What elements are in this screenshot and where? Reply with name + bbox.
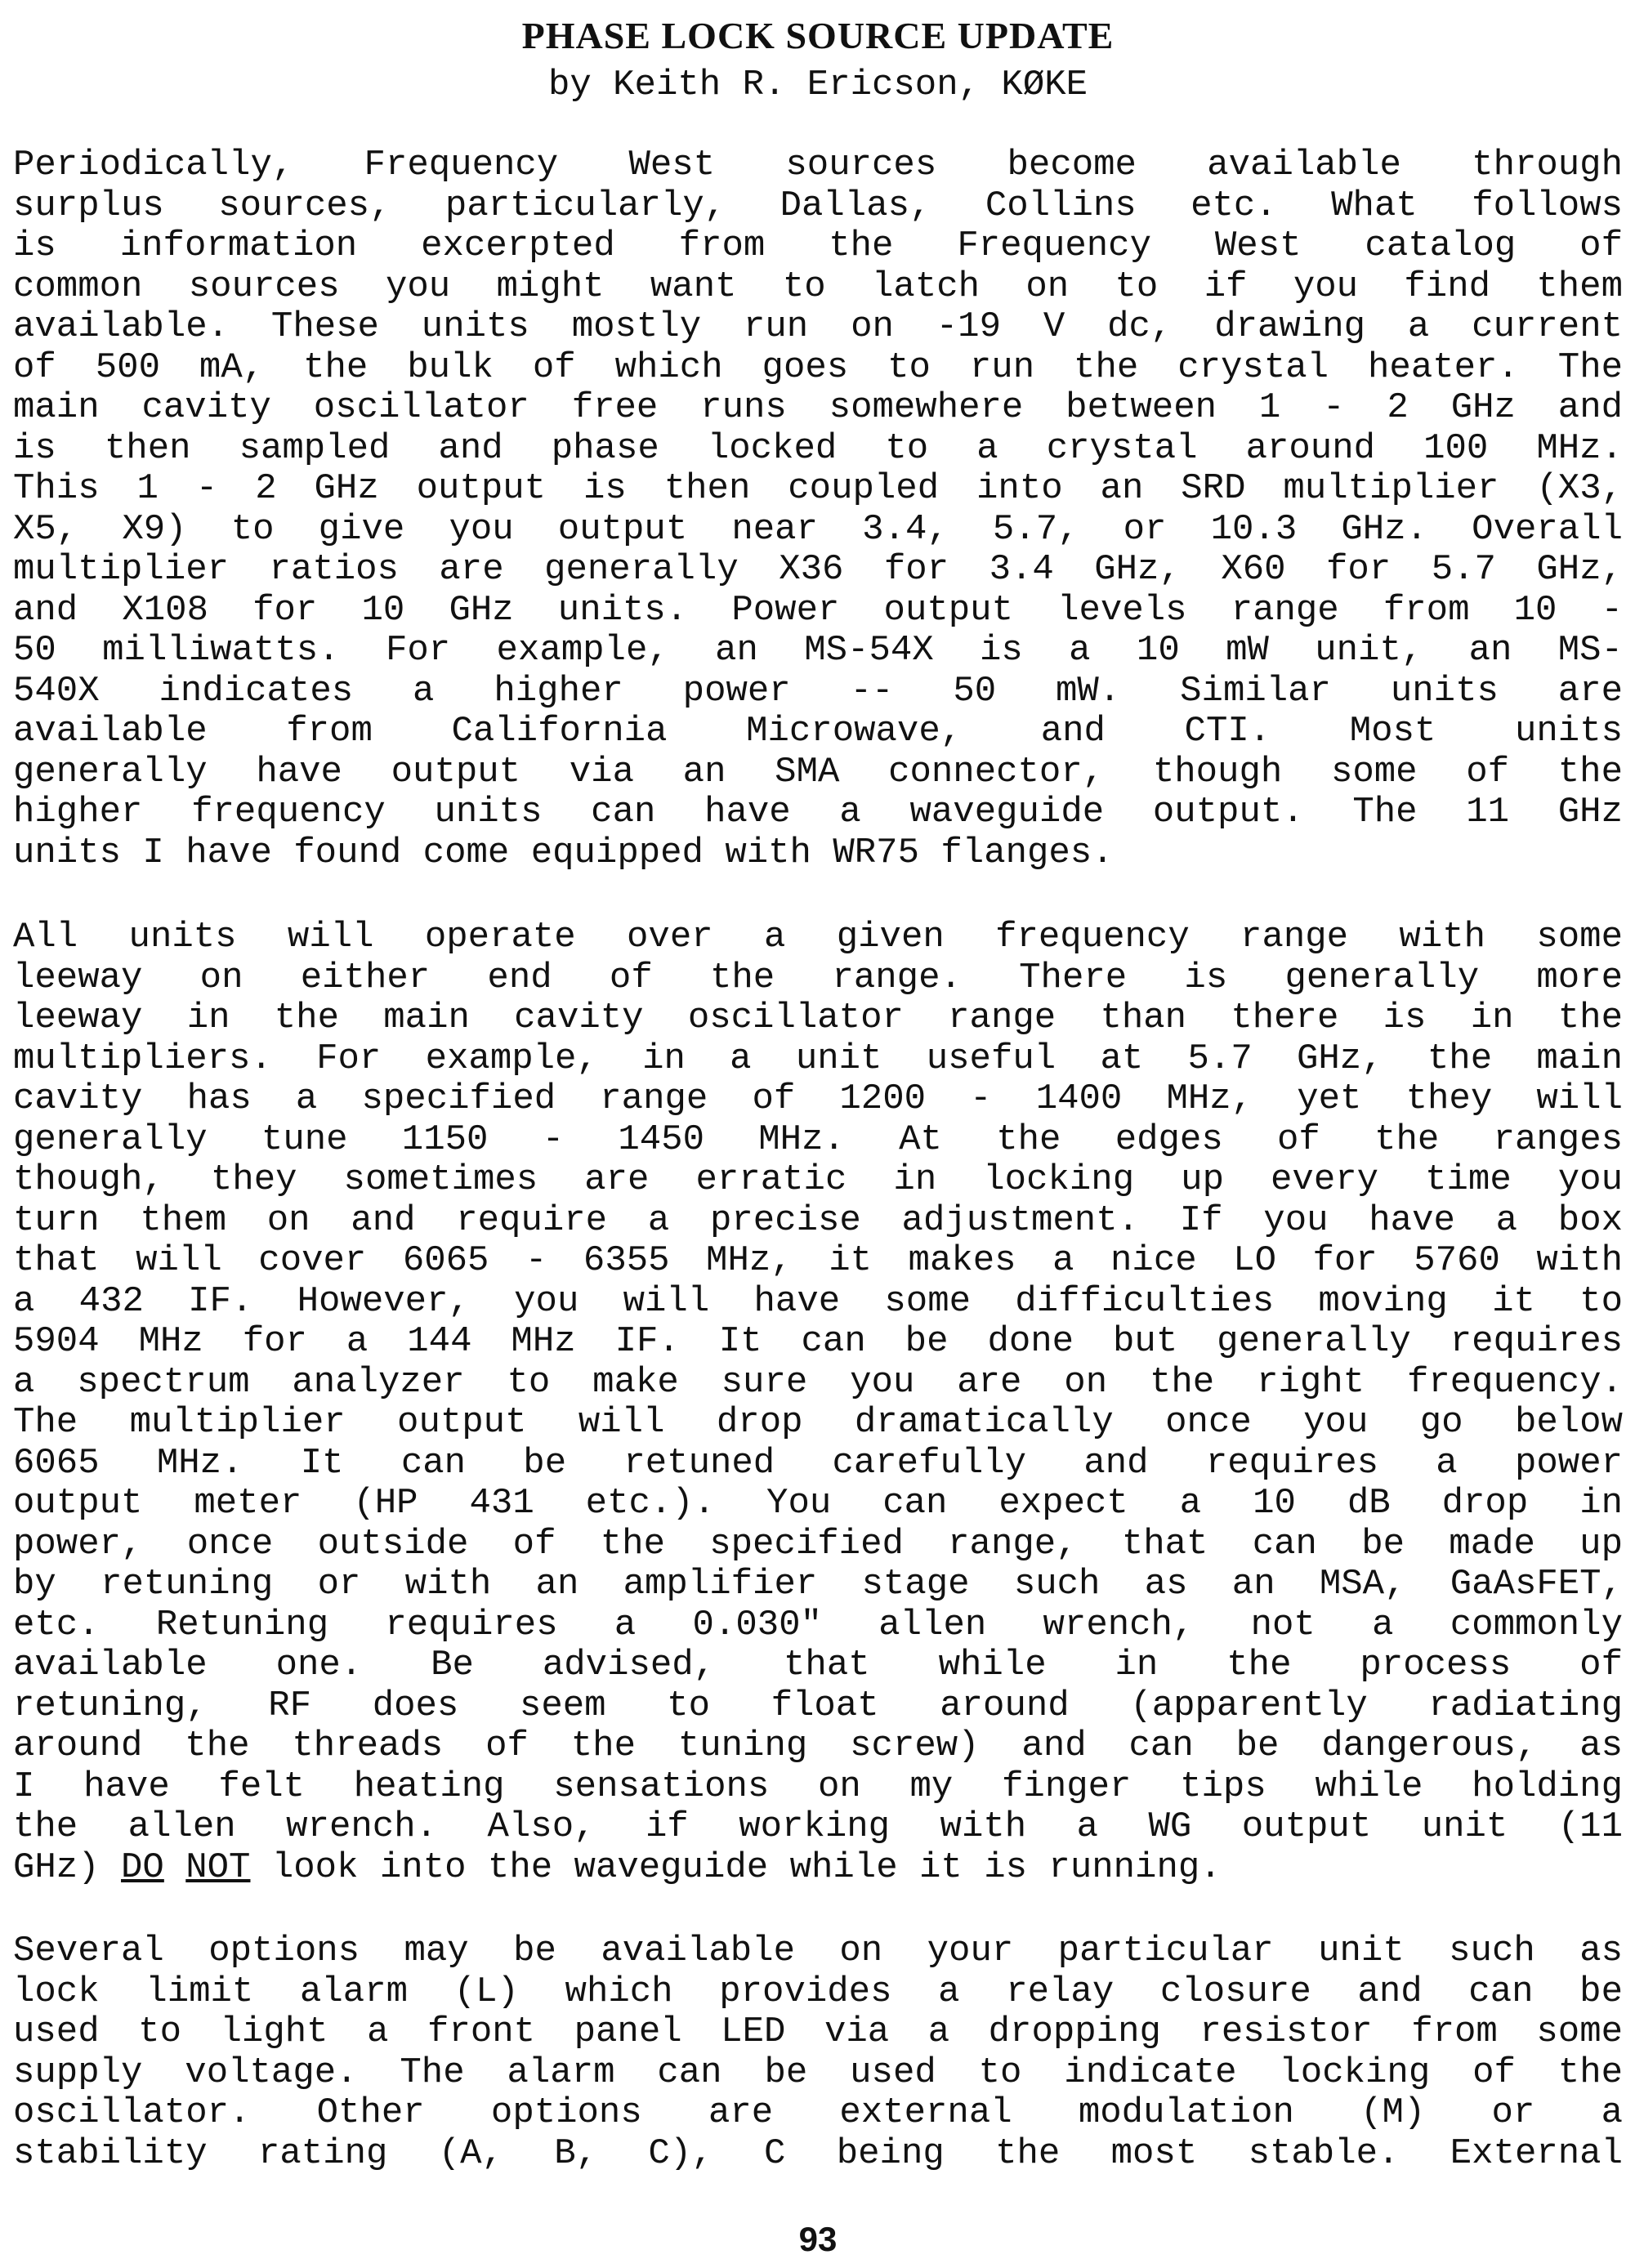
text-line: is information excerpted from the Frequency West catalog of	[13, 226, 1623, 266]
text-line: the allen wrench. Also, if working with a WG output unit (11	[13, 1807, 1623, 1847]
underlined-not: NOT	[185, 1847, 251, 1888]
text-line: available. These units mostly run on -19 V dc, drawing a current	[13, 307, 1623, 347]
text-line: 6065 MHz. It can be retuned carefully and requires a power	[13, 1443, 1623, 1484]
text-line: Periodically, Frequency West sources become available through	[13, 145, 1623, 185]
text-line: available one. Be advised, that while in the process of	[13, 1645, 1623, 1685]
text-line: a 432 IF. However, you will have some difficulties moving it to	[13, 1281, 1623, 1322]
text-line: turn them on and require a precise adjustment. If you have a box	[13, 1200, 1623, 1241]
text-line: multiplier ratios are generally X36 for 3.4 GHz, X60 for 5.7 GHz,	[13, 550, 1623, 590]
text-line: cavity has a specified range of 1200 - 1400 MHz, yet they will	[13, 1079, 1623, 1119]
text-line: 5904 MHz for a 144 MHz IF. It can be done but generally requires	[13, 1322, 1623, 1362]
text-line: by retuning or with an amplifier stage such as an MSA, GaAsFET,	[13, 1565, 1623, 1605]
text-line: supply voltage. The alarm can be used to indicate locking of the	[13, 2052, 1623, 2093]
text-line: of 500 mA, the bulk of which goes to run the crystal heater. The	[13, 347, 1623, 388]
text-line: common sources you might want to latch on to if you find them	[13, 266, 1623, 307]
paragraph-3	[13, 1931, 1623, 2174]
text-line: oscillator. Other options are external modulation (M) or a	[13, 2093, 1623, 2133]
text-line: The multiplier output will drop dramatically once you go below	[13, 1403, 1623, 1443]
underlined-do: DO	[121, 1847, 164, 1888]
text-segment	[164, 1848, 185, 1888]
text-line: leeway in the main cavity oscillator range than there is in the	[13, 998, 1623, 1038]
article-title: PHASE LOCK SOURCE UPDATE	[521, 15, 1115, 56]
text-line: lock limit alarm (L) which provides a relay closure and can be	[13, 1971, 1623, 2012]
text-line: leeway on either end of the range. There is generally more	[13, 958, 1623, 998]
text-line: a spectrum analyzer to make sure you are on the right frequency.	[13, 1362, 1623, 1403]
text-line-final	[13, 1848, 1623, 1889]
text-line: All units will operate over a given frequency range with some	[13, 917, 1623, 958]
text-line: retuning, RF does seem to float around (apparently radiating	[13, 1685, 1623, 1726]
text-line: output meter (HP 431 etc.). You can expect a 10 dB drop in	[13, 1484, 1623, 1524]
text-line: 540X indicates a higher power -- 50 mW. Similar units are	[13, 671, 1623, 712]
text-line: I have felt heating sensations on my finger tips while holding	[13, 1766, 1623, 1807]
text-line: This 1 - 2 GHz output is then coupled into an SRD multiplier (X3,	[13, 469, 1623, 509]
paragraph-2	[13, 917, 1623, 1888]
text-line: surplus sources, particularly, Dallas, Collins etc. What follows	[13, 185, 1623, 226]
text-line: available from California Microwave, and CTI. Most units	[13, 712, 1623, 752]
text-line: 50 milliwatts. For example, an MS-54X is a 10 mW unit, an MS-	[13, 631, 1623, 671]
text-segment: look into the waveguide while it is running.	[250, 1847, 1222, 1888]
text-line: X5, X9) to give you output near 3.4, 5.7, or 10.3 GHz. Overall	[13, 509, 1623, 550]
text-line: generally have output via an SMA connector, though some of the	[13, 752, 1623, 792]
text-line: stability rating (A, B, C), C being the most stable. External	[13, 2133, 1623, 2174]
text-line: generally tune 1150 - 1450 MHz. At the edges of the ranges	[13, 1119, 1623, 1160]
text-line: power, once outside of the specified range, that can be made up	[13, 1524, 1623, 1565]
article-byline: by Keith R. Ericson, KØKE	[547, 65, 1088, 105]
page-number: 93	[798, 2220, 838, 2258]
text-line: used to light a front panel LED via a dropping resistor from some	[13, 2012, 1623, 2052]
text-line: main cavity oscillator free runs somewhere between 1 - 2 GHz and	[13, 388, 1623, 428]
text-line: is then sampled and phase locked to a crystal around 100 MHz.	[13, 428, 1623, 469]
text-line: Several options may be available on your particular unit such as	[13, 1931, 1623, 1971]
text-segment: GHz)	[13, 1847, 122, 1888]
text-line: though, they sometimes are erratic in locking up every time you	[13, 1160, 1623, 1200]
paragraph-1	[13, 145, 1623, 873]
document-page	[13, 0, 1623, 2268]
text-line: that will cover 6065 - 6355 MHz, it makes a nice LO for 5760 with	[13, 1241, 1623, 1281]
text-line: higher frequency units can have a waveguide output. The 11 GHz	[13, 792, 1623, 833]
text-line: multipliers. For example, in a unit useful at 5.7 GHz, the main	[13, 1038, 1623, 1079]
text-line: etc. Retuning requires a 0.030" allen wrench, not a commonly	[13, 1605, 1623, 1645]
text-line: around the threads of the tuning screw) and can be dangerous, as	[13, 1726, 1623, 1766]
text-line: units I have found come equipped with WR75 flanges.	[13, 833, 1114, 873]
text-line: and X108 for 10 GHz units. Power output levels range from 10 -	[13, 590, 1623, 631]
